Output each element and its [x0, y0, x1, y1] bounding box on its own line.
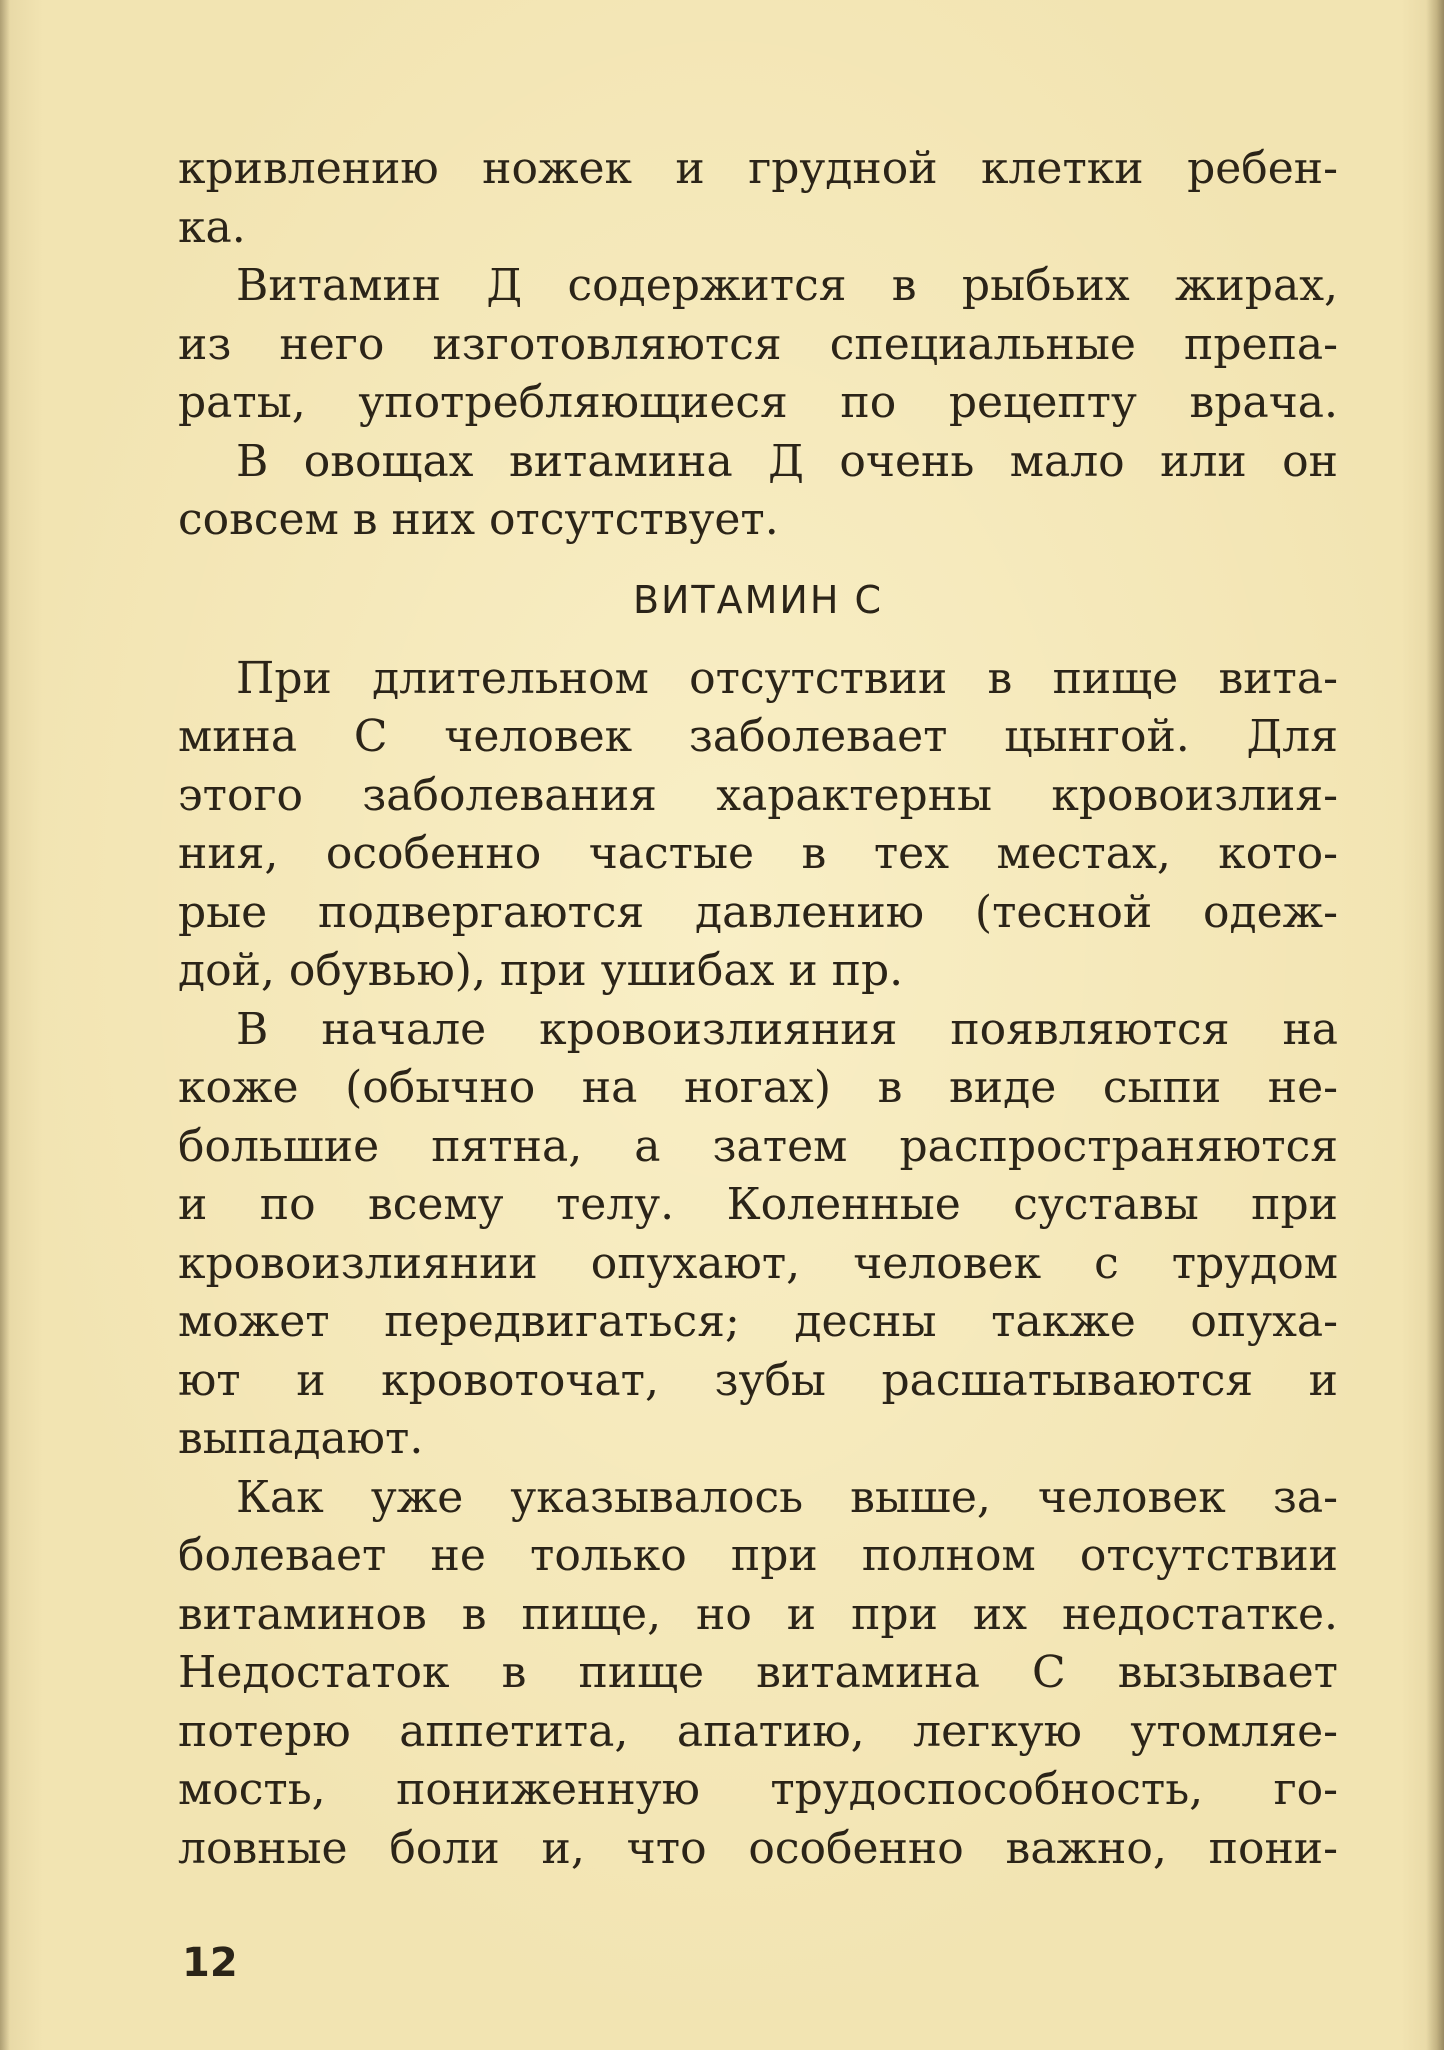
text-line: кривлению ножек и грудной клетки ребен-: [178, 143, 1338, 194]
text-line: Как уже указывалось выше, человек за-: [236, 1471, 1338, 1523]
page-right-edge-shadow: [1426, 0, 1444, 2050]
page-number: 12: [182, 1940, 238, 1986]
paragraph-5: [178, 1001, 1338, 1469]
text-line: болевает не только при полном отсутствии: [178, 1530, 1338, 1581]
text-line: В овощах витамина Д очень мало или он: [236, 435, 1338, 487]
text-line: При длительном отсутствии в пище вита-: [236, 652, 1338, 704]
text-line: В начале кровоизлияния появляются на: [236, 1003, 1338, 1055]
text-line: мина С человек заболевает цынгой. Для: [178, 711, 1338, 762]
section-heading: ВИТАМИН С: [632, 577, 884, 622]
text-line: из него изготовляются специальные препа-: [178, 318, 1338, 370]
paragraph-1: [178, 140, 1338, 257]
text-line: потерю аппетита, апатию, легкую утомляе-: [178, 1705, 1338, 1757]
text-line: коже (обычно на ногах) в виде сыпи не-: [178, 1062, 1338, 1113]
paragraph-3: [178, 433, 1338, 550]
text-line: большие пятна, а затем распространяются: [178, 1120, 1338, 1172]
text-line: ния, особенно частые в тех местах, кото-: [178, 828, 1338, 879]
text-line: этого заболевания характерны кровоизлия-: [178, 769, 1338, 821]
text-line: может передвигаться; десны также опуха-: [178, 1296, 1338, 1347]
text-line: витаминов в пище, но и при их недостатке.: [178, 1588, 1338, 1640]
text-line: Витамин Д содержится в рыбьих жирах,: [236, 260, 1338, 311]
page-left-edge-shadow: [0, 0, 10, 2050]
text-line: мость, пониженную трудоспособность, го-: [178, 1764, 1338, 1815]
paragraph-2: [178, 257, 1338, 433]
text-line: выпадают.: [178, 1413, 424, 1464]
text-line: дой, обувью), при ушибах и пр.: [178, 945, 904, 996]
page-text-body: [178, 140, 1338, 1878]
text-line: и по всему телу. Коленные суставы при: [178, 1179, 1338, 1230]
text-line: раты, употребляющиеся по рецепту врача.: [178, 377, 1338, 428]
paragraph-4: [178, 650, 1338, 1001]
text-line: ловные боли и, что особенно важно, пони-: [178, 1822, 1338, 1874]
text-line: ют и кровоточат, зубы расшатываются и: [178, 1354, 1338, 1406]
text-line: кровоизлиянии опухают, человек с трудом: [178, 1237, 1338, 1289]
text-line: ка.: [178, 201, 246, 253]
text-line: Недостаток в пище витамина С вызывает: [178, 1647, 1338, 1698]
paragraph-6: [178, 1469, 1338, 1879]
text-line: совсем в них отсутствует.: [178, 494, 779, 545]
text-line: рые подвергаются давлению (тесной одеж-: [178, 886, 1338, 938]
